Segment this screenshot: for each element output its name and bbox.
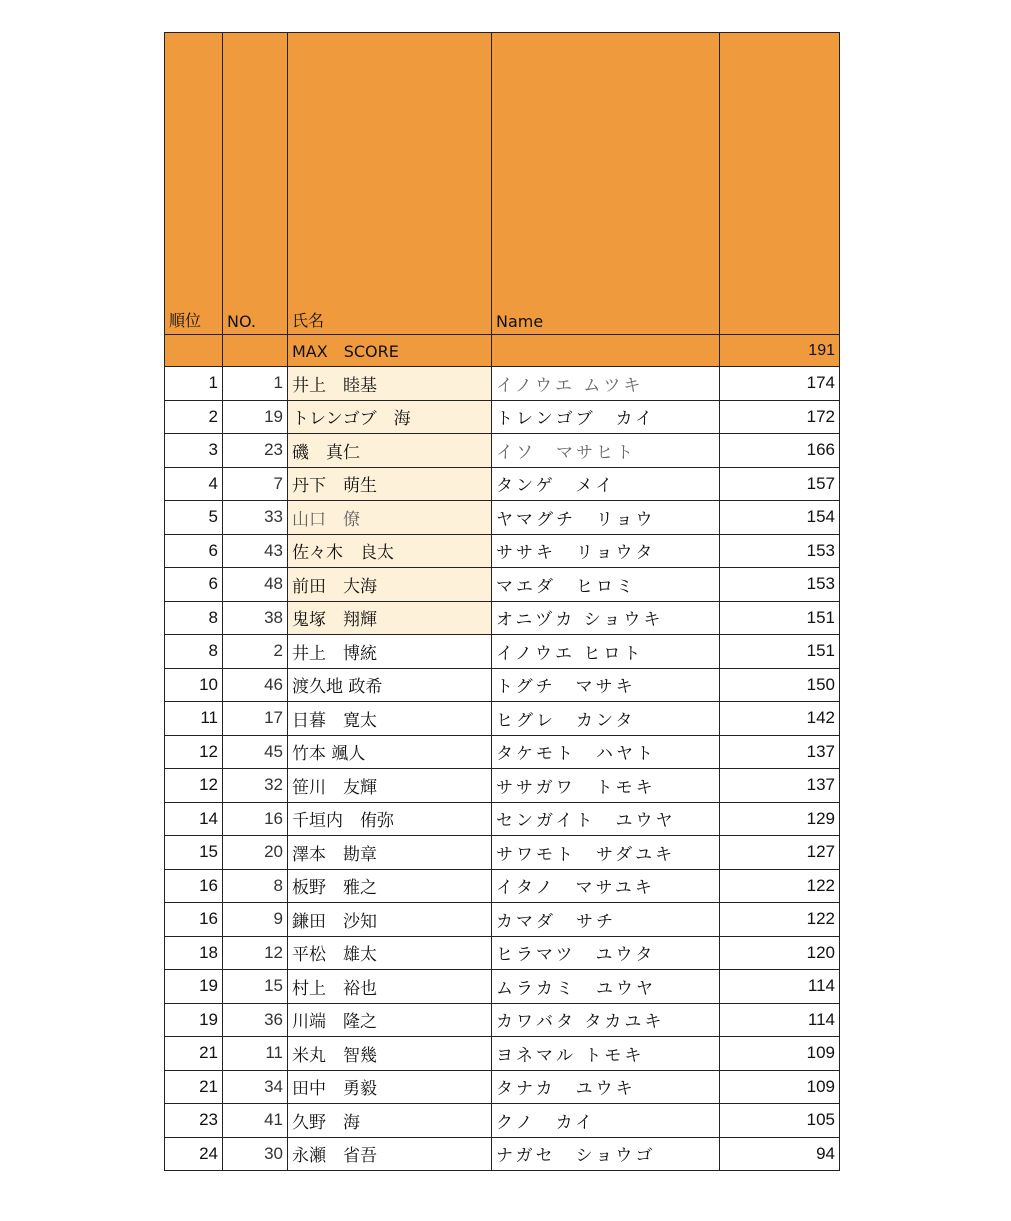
entry-number-cell: 7 (223, 467, 288, 501)
score-cell: 151 (720, 635, 840, 669)
rank-cell: 8 (165, 601, 223, 635)
name-kana-cell: タナカ ユウキ (492, 1070, 720, 1104)
table-row (165, 1003, 840, 1037)
table-row (165, 668, 840, 702)
name-kanji-cell: 米丸 智幾 (288, 1037, 492, 1071)
entry-number-cell: 36 (223, 1003, 288, 1037)
name-kanji-cell: 佐々木 良太 (288, 534, 492, 568)
score-cell: 109 (720, 1037, 840, 1071)
score-cell: 114 (720, 1003, 840, 1037)
score-cell: 153 (720, 568, 840, 602)
rank-cell: 6 (165, 568, 223, 602)
header-row (165, 33, 840, 335)
name-kana-cell: トグチ マサキ (492, 668, 720, 702)
name-kana-cell: タケモト ハヤト (492, 735, 720, 769)
rank-cell: 11 (165, 702, 223, 736)
name-kana-cell: サワモト サダユキ (492, 836, 720, 870)
rank-cell: 8 (165, 635, 223, 669)
table-row (165, 769, 840, 803)
score-cell: 137 (720, 735, 840, 769)
name-kanji-cell: 井上 博統 (288, 635, 492, 669)
score-header (720, 33, 840, 335)
table-row (165, 467, 840, 501)
table-row (165, 1137, 840, 1171)
name-kanji-cell: 板野 雅之 (288, 869, 492, 903)
name-kanji-cell: 鎌田 沙知 (288, 903, 492, 937)
entry-number-cell: 43 (223, 534, 288, 568)
entry-number-cell: 12 (223, 936, 288, 970)
name-kana-cell: カワバタ タカユキ (492, 1003, 720, 1037)
entry-number-cell: 45 (223, 735, 288, 769)
score-cell: 157 (720, 467, 840, 501)
table-row (165, 635, 840, 669)
rank-cell: 21 (165, 1070, 223, 1104)
rank-cell: 21 (165, 1037, 223, 1071)
max-rank-cell (165, 335, 223, 367)
entry-number-cell: 20 (223, 836, 288, 870)
name-kana-cell: ササキ リョウタ (492, 534, 720, 568)
entry-number-cell: 2 (223, 635, 288, 669)
name-kana-cell: ササガワ トモキ (492, 769, 720, 803)
score-cell: 137 (720, 769, 840, 803)
table-row (165, 903, 840, 937)
entry-number-cell: 41 (223, 1104, 288, 1138)
entry-number-cell: 34 (223, 1070, 288, 1104)
rank-cell: 24 (165, 1137, 223, 1171)
entry-number-cell: 9 (223, 903, 288, 937)
name-kana-cell: イタノ マサユキ (492, 869, 720, 903)
name-kana-cell: ムラカミ ユウヤ (492, 970, 720, 1004)
table-row (165, 367, 840, 401)
score-cell: 151 (720, 601, 840, 635)
name-kana-header: Name (492, 33, 720, 335)
rank-cell: 4 (165, 467, 223, 501)
name-kanji-cell: 千垣内 侑弥 (288, 802, 492, 836)
name-kana-cell: カマダ サチ (492, 903, 720, 937)
rank-cell: 16 (165, 869, 223, 903)
score-cell: 129 (720, 802, 840, 836)
rank-cell: 5 (165, 501, 223, 535)
name-kana-cell: トレンゴブ カイ (492, 400, 720, 434)
name-kana-cell: イソ マサヒト (492, 434, 720, 468)
name-kana-cell: センガイト ユウヤ (492, 802, 720, 836)
entry-number-cell: 16 (223, 802, 288, 836)
score-cell: 109 (720, 1070, 840, 1104)
score-cell: 166 (720, 434, 840, 468)
rank-cell: 15 (165, 836, 223, 870)
table-row (165, 735, 840, 769)
name-kana-cell: ヒグレ カンタ (492, 702, 720, 736)
name-kanji-cell: 永瀬 省吾 (288, 1137, 492, 1171)
entry-number-cell: 38 (223, 601, 288, 635)
name-kanji-cell: 山口 僚 (288, 501, 492, 535)
entry-number-cell: 32 (223, 769, 288, 803)
name-kana-cell: ナガセ ショウゴ (492, 1137, 720, 1171)
name-kana-cell: ヤマグチ リョウ (492, 501, 720, 535)
score-table (164, 32, 840, 1171)
entry-number-cell: 48 (223, 568, 288, 602)
score-cell: 120 (720, 936, 840, 970)
rank-cell: 12 (165, 735, 223, 769)
score-cell: 105 (720, 1104, 840, 1138)
name-kanji-cell: 鬼塚 翔輝 (288, 601, 492, 635)
score-cell: 122 (720, 869, 840, 903)
max-score-label: MAX SCORE (288, 335, 492, 367)
rank-header: 順位 (165, 33, 223, 335)
table-row (165, 568, 840, 602)
name-kanji-cell: 前田 大海 (288, 568, 492, 602)
entry-number-cell: 1 (223, 367, 288, 401)
name-kana-cell: マエダ ヒロミ (492, 568, 720, 602)
score-cell: 172 (720, 400, 840, 434)
table-row (165, 501, 840, 535)
rank-cell: 6 (165, 534, 223, 568)
table-row (165, 1070, 840, 1104)
max-kana-cell (492, 335, 720, 367)
name-kana-cell: イノウエ ヒロト (492, 635, 720, 669)
table-row (165, 534, 840, 568)
name-kanji-cell: 久野 海 (288, 1104, 492, 1138)
name-kanji-cell: 平松 雄太 (288, 936, 492, 970)
score-cell: 94 (720, 1137, 840, 1171)
table-row (165, 400, 840, 434)
table-row (165, 869, 840, 903)
score-cell: 153 (720, 534, 840, 568)
table-row (165, 702, 840, 736)
table-row (165, 802, 840, 836)
name-kana-cell: イノウエ ムツキ (492, 367, 720, 401)
rank-cell: 19 (165, 970, 223, 1004)
name-kanji-cell: 田中 勇毅 (288, 1070, 492, 1104)
entry-number-cell: 46 (223, 668, 288, 702)
max-score-row (165, 335, 840, 367)
rank-cell: 23 (165, 1104, 223, 1138)
rank-cell: 14 (165, 802, 223, 836)
table-row (165, 601, 840, 635)
name-kana-cell: クノ カイ (492, 1104, 720, 1138)
entry-number-cell: 11 (223, 1037, 288, 1071)
table-row (165, 434, 840, 468)
score-cell: 142 (720, 702, 840, 736)
score-cell: 114 (720, 970, 840, 1004)
table-row (165, 1104, 840, 1138)
score-cell: 154 (720, 501, 840, 535)
name-kanji-cell: 竹本 颯人 (288, 735, 492, 769)
entry-number-cell: 8 (223, 869, 288, 903)
name-kanji-cell: 村上 裕也 (288, 970, 492, 1004)
name-kana-cell: ヨネマル トモキ (492, 1037, 720, 1071)
table-row (165, 936, 840, 970)
name-kanji-cell: 丹下 萌生 (288, 467, 492, 501)
no-header: NO. (223, 33, 288, 335)
score-cell: 127 (720, 836, 840, 870)
score-cell: 174 (720, 367, 840, 401)
entry-number-cell: 23 (223, 434, 288, 468)
name-kanji-cell: 笹川 友輝 (288, 769, 492, 803)
rank-cell: 3 (165, 434, 223, 468)
score-cell: 150 (720, 668, 840, 702)
entry-number-cell: 30 (223, 1137, 288, 1171)
rank-cell: 16 (165, 903, 223, 937)
score-cell: 122 (720, 903, 840, 937)
name-kanji-cell: 川端 隆之 (288, 1003, 492, 1037)
table-row (165, 970, 840, 1004)
name-kanji-cell: 日暮 寛太 (288, 702, 492, 736)
name-kanji-cell: 井上 睦基 (288, 367, 492, 401)
name-kanji-cell: 澤本 勘章 (288, 836, 492, 870)
entry-number-cell: 15 (223, 970, 288, 1004)
entry-number-cell: 19 (223, 400, 288, 434)
rank-cell: 10 (165, 668, 223, 702)
table-row (165, 836, 840, 870)
rank-cell: 2 (165, 400, 223, 434)
table-row (165, 1037, 840, 1071)
name-kanji-cell: 磯 真仁 (288, 434, 492, 468)
name-kanji-cell: 渡久地 政希 (288, 668, 492, 702)
name-kanji-cell: トレンゴブ 海 (288, 400, 492, 434)
name-kana-cell: タンゲ メイ (492, 467, 720, 501)
rank-cell: 12 (165, 769, 223, 803)
rank-cell: 18 (165, 936, 223, 970)
name-kana-cell: オニヅカ ショウキ (492, 601, 720, 635)
rank-cell: 19 (165, 1003, 223, 1037)
entry-number-cell: 33 (223, 501, 288, 535)
max-score-value: 191 (720, 335, 840, 367)
rank-cell: 1 (165, 367, 223, 401)
name-kana-cell: ヒラマツ ユウタ (492, 936, 720, 970)
entry-number-cell: 17 (223, 702, 288, 736)
max-no-cell (223, 335, 288, 367)
name-kanji-header: 氏名 (288, 33, 492, 335)
